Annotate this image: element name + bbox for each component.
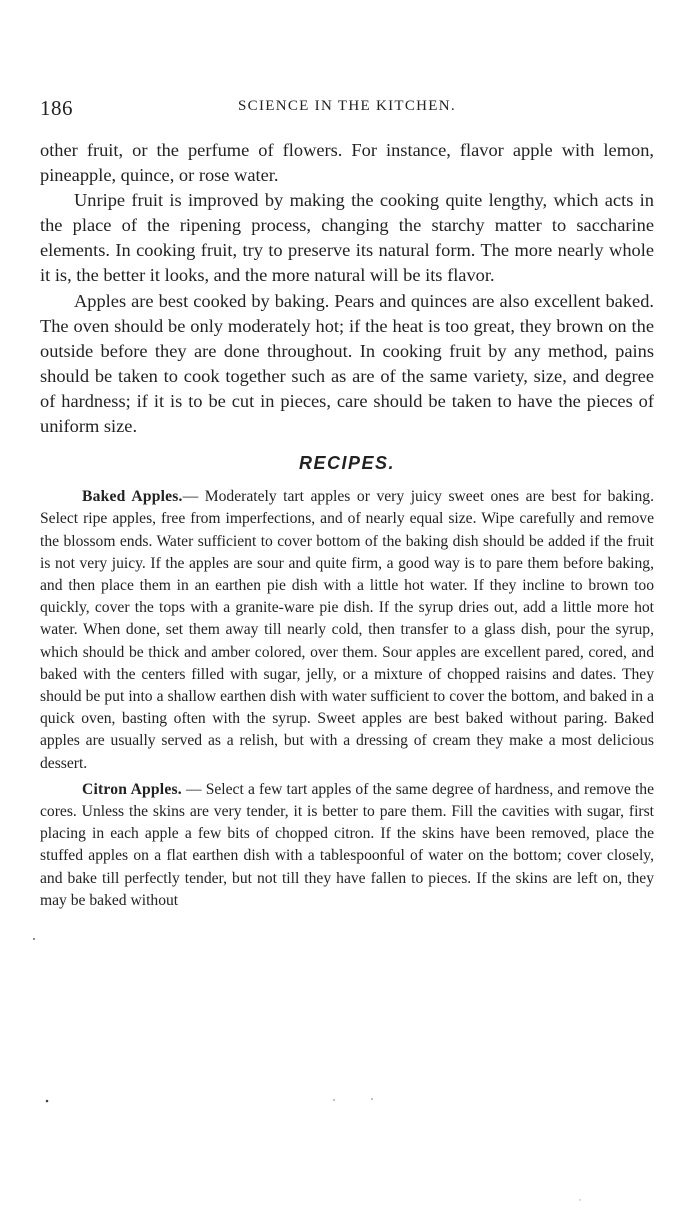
ink-speck [579,1199,580,1200]
running-title: SCIENCE IN THE KITCHEN. [238,98,456,114]
ink-speck [371,1098,373,1100]
section-heading: RECIPES. [298,453,396,474]
running-head [40,96,654,124]
paragraph-continuation: other fruit, or the perfume of flowers. For instance, flavor apple with lemon, pineapple, quince, or rose water. [40,140,654,186]
ink-speck [33,938,35,940]
recipe-citron-apples [40,779,654,912]
recipe-text: — Select a few tart apples of the same degree of hardness, and remove the cores. Unless the skins are very tender, it is better to pare them. Fill the cavities with sugar, first placing in each apple a few bits of chopped citron. If the skins have been removed, place the stuffed apples on a flat earthen dish with a tablespoonful of water on the bottom; cover closely, and bake till perfectly tender, but not till they have fallen to pieces. If the skins are left on, they may be baked without [40,780,654,909]
recipe-title: Citron Apples. [82,780,182,798]
paragraph-baking: Apples are best cooked by baking. Pears and quinces are also excellent baked. The oven should be only moderately hot; if the heat is too great, they brown on the outside before they are done throughout. In cooking fruit by any method, pains should be taken to cook together such as are of the same variety, size, and degree of hardness; if it is to be cut in pieces, care should be taken to have the pieces of uniform size. [40,290,654,437]
paragraph-unripe-fruit: Unripe fruit is improved by making the cooking quite lengthy, which acts in the place of the ripening process, changing the starchy matter to saccharine elements. In cooking fruit, try to preserve its natural form. The more nearly whole it is, the better it looks, and the more natural will be its flavor. [40,190,654,286]
ink-speck [333,1099,335,1101]
recipe-baked-apples [40,486,654,775]
book-page [40,96,654,916]
page-number: 186 [40,96,73,120]
recipe-text: — Moderately tart apples or very juicy sweet ones are best for baking. Select ripe apples, free from imperfections, and of nearly equal size. Wipe carefully and remove the blossom ends. Water sufficient to cover bottom of the baking dish should be added if the fruit is not very juicy. If the apples are sour and quite firm, a good way is to pare them before baking, and then place them in an earthen pie dish with a little hot water. If they incline to brown too quickly, cover the tops with a granite-ware pie dish. If the syrup dries out, add a little more hot water. When done, set them away till nearly cold, then transfer to a glass dish, pour the syrup, which should be thick and amber colored, over them. Sour apples are excellent pared, cored, and baked with the centers filled with sugar, jelly, or a mixture of chopped raisins and dates. They should be put into a shallow earthen dish with water sufficient to cover the bottom, and baked in a quick oven, basting often with the syrup. Sweet apples are best baked without paring. Baked apples are usually served as a relish, but with a dressing of cream they make a most delicious dessert. [40,488,654,772]
ink-speck [46,1100,49,1103]
recipe-title: Baked Apples. [82,488,183,506]
